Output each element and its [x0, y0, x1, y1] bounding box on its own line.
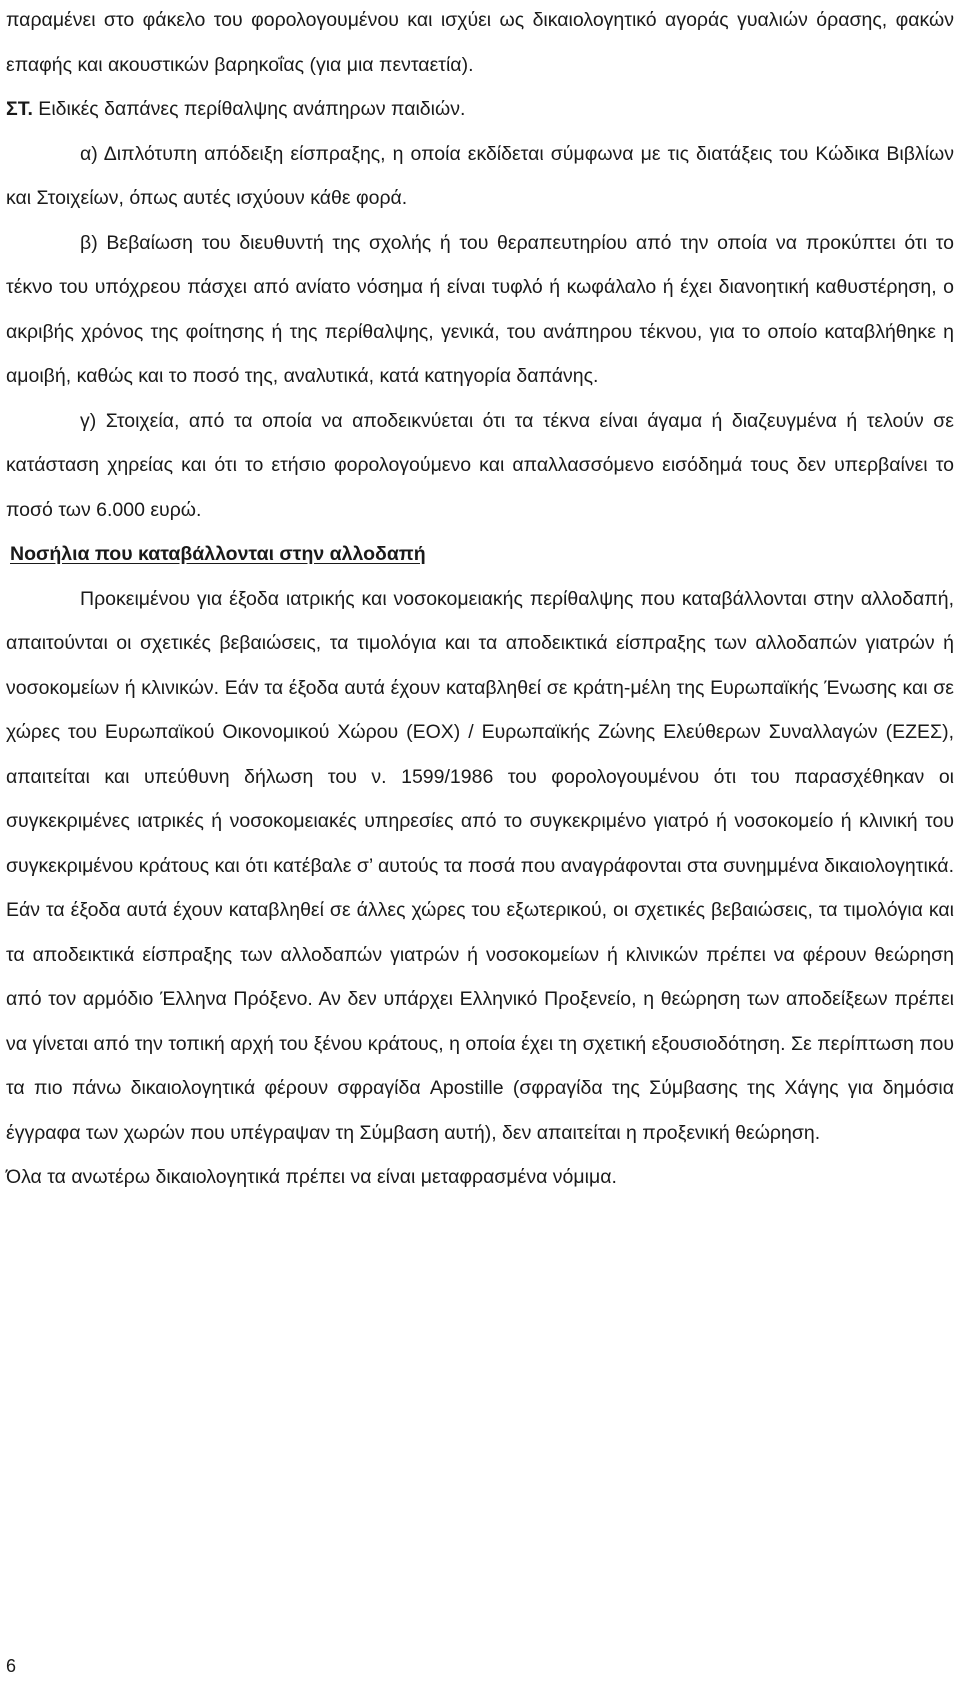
section-st-marker: ΣΤ.	[6, 98, 33, 120]
closing-paragraph: Όλα τα ανωτέρω δικαιολογητικά πρέπει να είναι μεταφρασμένα νόμιμα.	[6, 1166, 617, 1188]
continuation-paragraph: παραμένει στο φάκελο του φορολογουμένου και ισχύει ως δικαιολογητικό αγοράς γυαλιών όρασης, φακών επαφής και ακουστικών βαρηκοΐας (για μια πενταετία).	[6, 9, 954, 76]
item-b-paragraph: β) Βεβαίωση του διευθυντή της σχολής ή του θεραπευτηρίου από την οποία να προκύπτει ότι το τέκνο του υπόχρεου πάσχει από ανίατο νόσημα ή είναι τυφλό ή κωφάλαλο ή έχει διανοητική καθυστέρηση, ο ακριβής χρόνος της φοίτησης ή της περίθαλψης, γενικά, του ανάπηρου τέκνου, για το οποίο καταβλήθηκε η αμοιβή, καθώς και το ποσό της, αναλυτικά, κατά κατηγορία δαπάνης.	[6, 231, 954, 387]
foreign-section-title: Νοσήλια που καταβάλλονται στην αλλοδαπή	[10, 543, 426, 565]
document-page	[6, 0, 954, 1200]
section-st-heading	[6, 87, 954, 132]
item-a-paragraph: α) Διπλότυπη απόδειξη είσπραξης, η οποία εκδίδεται σύμφωνα με τις διατάξεις του Κώδικα Βιβλίων και Στοιχείων, όπως αυτές ισχύουν κάθε φορά.	[6, 142, 954, 209]
section-st-title: Ειδικές δαπάνες περίθαλψης ανάπηρων παιδιών.	[32, 98, 466, 120]
foreign-section-heading	[6, 532, 954, 577]
foreign-section-body: Προκειμένου για έξοδα ιατρικής και νοσοκομειακής περίθαλψης που καταβάλλονται στην αλλοδαπή, απαιτούνται οι σχετικές βεβαιώσεις, τα τιμολόγια και τα αποδεικτικά είσπραξης των αλλοδαπών γιατρών ή νοσοκομείων ή κλινικών. Εάν τα έξοδα αυτά έχουν καταβληθεί σε κράτη-μέλη της Ευρωπαϊκής Ένωσης και σε χώρες του Ευρωπαϊκού Οικονομικού Χώρου (ΕΟΧ) / Ευρωπαϊκής Ζώνης Ελεύθερων Συναλλαγών (ΕΖΕΣ), απαιτείται και υπεύθυνη δήλωση του ν. 1599/1986 του φορολογουμένου ότι του παρασχέθηκαν οι συγκεκριμένες ιατρικές ή νοσοκομειακές υπηρεσίες από το συγκεκριμένο γιατρό ή νοσοκομείο ή κλινική του συγκεκριμένου κράτους και ότι κατέβαλε σ’ αυτούς τα ποσά που αναγράφονται στα συνημμένα δικαιολογητικά. Εάν τα έξοδα αυτά έχουν καταβληθεί σε άλλες χώρες του εξωτερικού, οι σχετικές βεβαιώσεις, τα τιμολόγια και τα αποδεικτικά είσπραξης των αλλοδαπών γιατρών ή νοσοκομείων ή κλινικών πρέπει να φέρουν θεώρηση από τον αρμόδιο Έλληνα Πρόξενο. Αν δεν υπάρχει Ελληνικό Προξενείο, η θεώρηση των αποδείξεων πρέπει να γίνεται από την τοπική αρχή του ξένου κράτους, η οποία έχει τη σχετική εξουσιοδότηση. Σε περίπτωση που τα πιο πάνω δικαιολογητικά φέρουν σφραγίδα Apostille (σφραγίδα της Σύμβασης της Χάγης για δημόσια έγγραφα των χωρών που υπέγραψαν τη Σύμβαση αυτή), δεν απαιτείται η προξενική θεώρηση.	[6, 587, 954, 1144]
page-number: 6	[6, 1656, 17, 1676]
item-c-paragraph: γ) Στοιχεία, από τα οποία να αποδεικνύεται ότι τα τέκνα είναι άγαμα ή διαζευγμένα ή τελούν σε κατάσταση χηρείας και ότι το ετήσιο φορολογούμενο και απαλλασσόμενο εισόδημά τους δεν υπερβαίνει το ποσό των 6.000 ευρώ.	[6, 409, 954, 521]
